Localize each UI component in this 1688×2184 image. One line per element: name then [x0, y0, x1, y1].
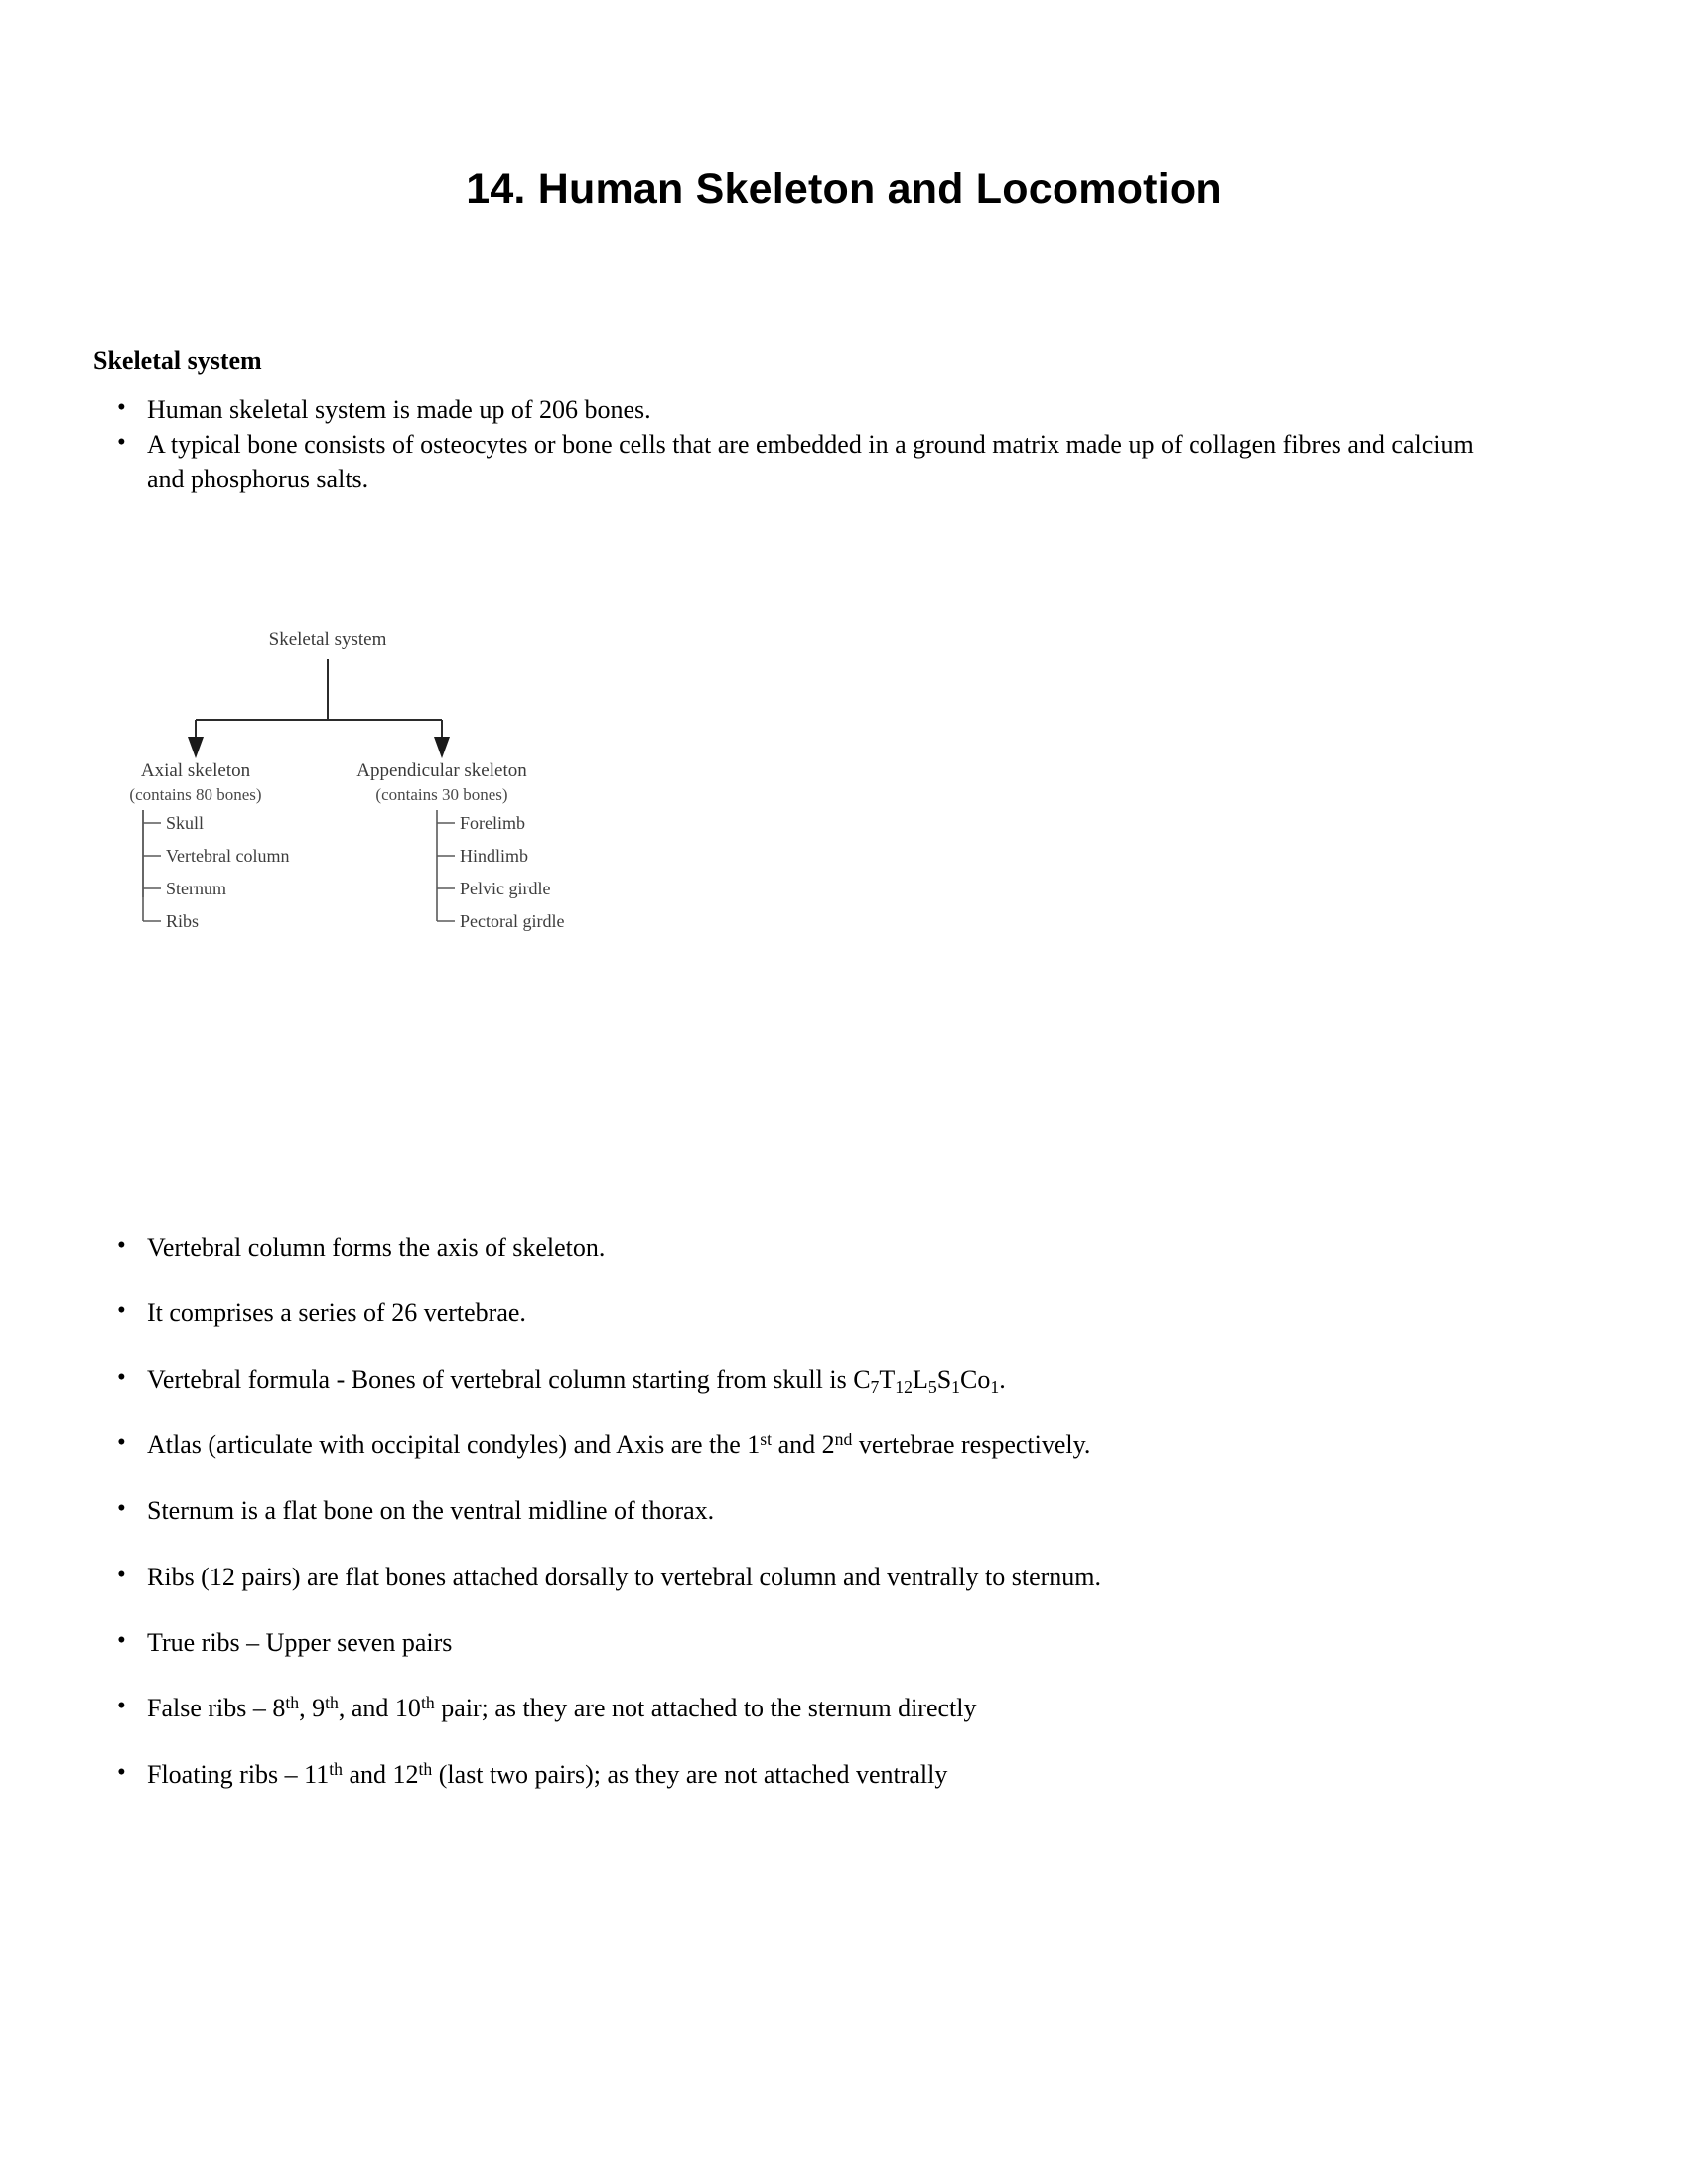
list-item: • False ribs – 8th, 9th, and 10th pair; as they are not attached to the sternum directly [109, 1692, 1499, 1725]
diagram-right-leaf-label: Pectoral girdle [460, 911, 565, 931]
page-title: 14. Human Skeleton and Locomotion [466, 164, 1222, 212]
diagram-right-branch-title: Appendicular skeleton [356, 760, 527, 781]
diagram-left-arrow-icon [188, 737, 204, 758]
list-item: • Sternum is a flat bone on the ventral midline of thorax. [109, 1494, 1499, 1528]
list-item: • A typical bone consists of osteocytes or bone cells that are embedded in a ground matrix made up of collagen fibres and calcium and phosphorus salts. [109, 428, 1489, 496]
diagram-right-leaf-label: Forelimb [460, 813, 525, 833]
list-item: • True ribs – Upper seven pairs [109, 1626, 1499, 1660]
skeletal-system-diagram [99, 625, 914, 1122]
detail-bullet-list [109, 1231, 1499, 1792]
diagram-root-label: Skeletal system [268, 629, 387, 650]
diagram-right-leaf-label: Pelvic girdle [460, 879, 551, 898]
diagram-left-leaf-label: Skull [166, 813, 205, 833]
list-item: • Human skeletal system is made up of 206 bones. [109, 393, 1489, 427]
diagram-right-branch-subtitle: (contains 30 bones) [375, 785, 508, 804]
diagram-right-leaf-label: Hindlimb [460, 846, 529, 866]
list-item: • Ribs (12 pairs) are flat bones attached dorsally to vertebral column and ventrally to sternum. [109, 1561, 1499, 1594]
list-item: • It comprises a series of 26 vertebrae. [109, 1297, 1499, 1330]
diagram-left-leaf-label: Vertebral column [166, 846, 290, 866]
intro-bullet-list [109, 393, 1489, 497]
diagram-right-arrow-icon [434, 737, 450, 758]
section-heading-skeletal-system: Skeletal system [93, 345, 262, 375]
list-item: • Vertebral formula - Bones of vertebral column starting from skull is $C_7T_{12}L_5S_1Co_1$. [109, 1363, 1499, 1397]
diagram-left-branch-title: Axial skeleton [140, 760, 251, 781]
list-item: • Atlas (articulate with occipital condyles) and Axis are the 1st and 2nd vertebrae respectively. [109, 1429, 1499, 1462]
diagram-left-leaf-label: Sternum [166, 879, 226, 898]
list-item: • Vertebral column forms the axis of skeleton. [109, 1231, 1499, 1265]
diagram-left-branch-subtitle: (contains 80 bones) [129, 785, 262, 804]
list-item: • Floating ribs – 11th and 12th (last two pairs); as they are not attached ventrally [109, 1758, 1499, 1792]
diagram-left-leaf-label: Ribs [166, 911, 200, 931]
